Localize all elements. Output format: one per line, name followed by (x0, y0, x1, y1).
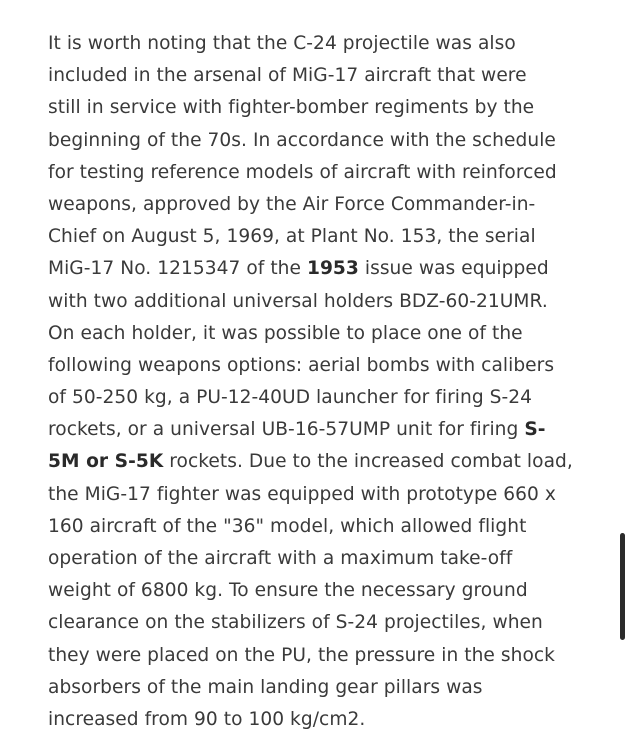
article-line: following weapons options: aerial bombs with calibers (48, 354, 555, 376)
bold-rocket-name: 5M or S-5K (48, 451, 164, 473)
article-line: of 50-250 kg, a PU-12-40UD launcher for firing S-24 (48, 387, 533, 409)
article-line: operation of the aircraft with a maximum take-off (48, 548, 513, 569)
article-line: still in service with fighter-bomber regiments by the (48, 97, 535, 119)
article-line (48, 446, 593, 478)
article-line (48, 414, 593, 446)
line-text: rockets, or a universal UB-16-57UMP unit for firing (48, 419, 525, 441)
article-line: weight of 6800 kg. To ensure the necessary ground (48, 580, 528, 602)
bold-rocket-name: S- (524, 419, 546, 441)
article-line: with two additional universal holders BDZ-60-21UMR. (48, 290, 548, 312)
article-line: 160 aircraft of the "36" model, which allowed flight (48, 515, 527, 537)
article-line: beginning of the 70s. In accordance with the schedule (48, 129, 556, 151)
article-line: Chief on August 5, 1969, at Plant No. 153, the serial (48, 226, 536, 248)
article-line: weapons, approved by the Air Force Commander-in- (48, 193, 536, 215)
article-line: On each holder, it was possible to place one of the (48, 322, 523, 344)
article-line: clearance on the stabilizers of S-24 projectiles, when (48, 612, 543, 634)
article-line: included in the arsenal of MiG-17 aircraft that were (48, 65, 527, 87)
line-text: rockets. Due to the increased combat load, (163, 451, 573, 473)
bold-year: 1953 (306, 258, 359, 280)
line-text: MiG-17 No. 1215347 of the (48, 258, 307, 280)
article-line: for testing reference models of aircraft with reinforced (48, 161, 557, 183)
article-body (48, 28, 593, 736)
article-line: increased from 90 to 100 kg/cm2. (48, 708, 366, 730)
line-text: issue was equipped (358, 258, 549, 280)
scrollbar-thumb[interactable] (620, 533, 625, 640)
article-line: absorbers of the main landing gear pillars was (48, 676, 483, 698)
article-line: the MiG-17 fighter was equipped with prototype 660 x (48, 483, 556, 505)
article-line (48, 253, 593, 285)
article-line: they were placed on the PU, the pressure in the shock (48, 644, 555, 666)
article-line: It is worth noting that the C-24 projectile was also (48, 33, 516, 54)
